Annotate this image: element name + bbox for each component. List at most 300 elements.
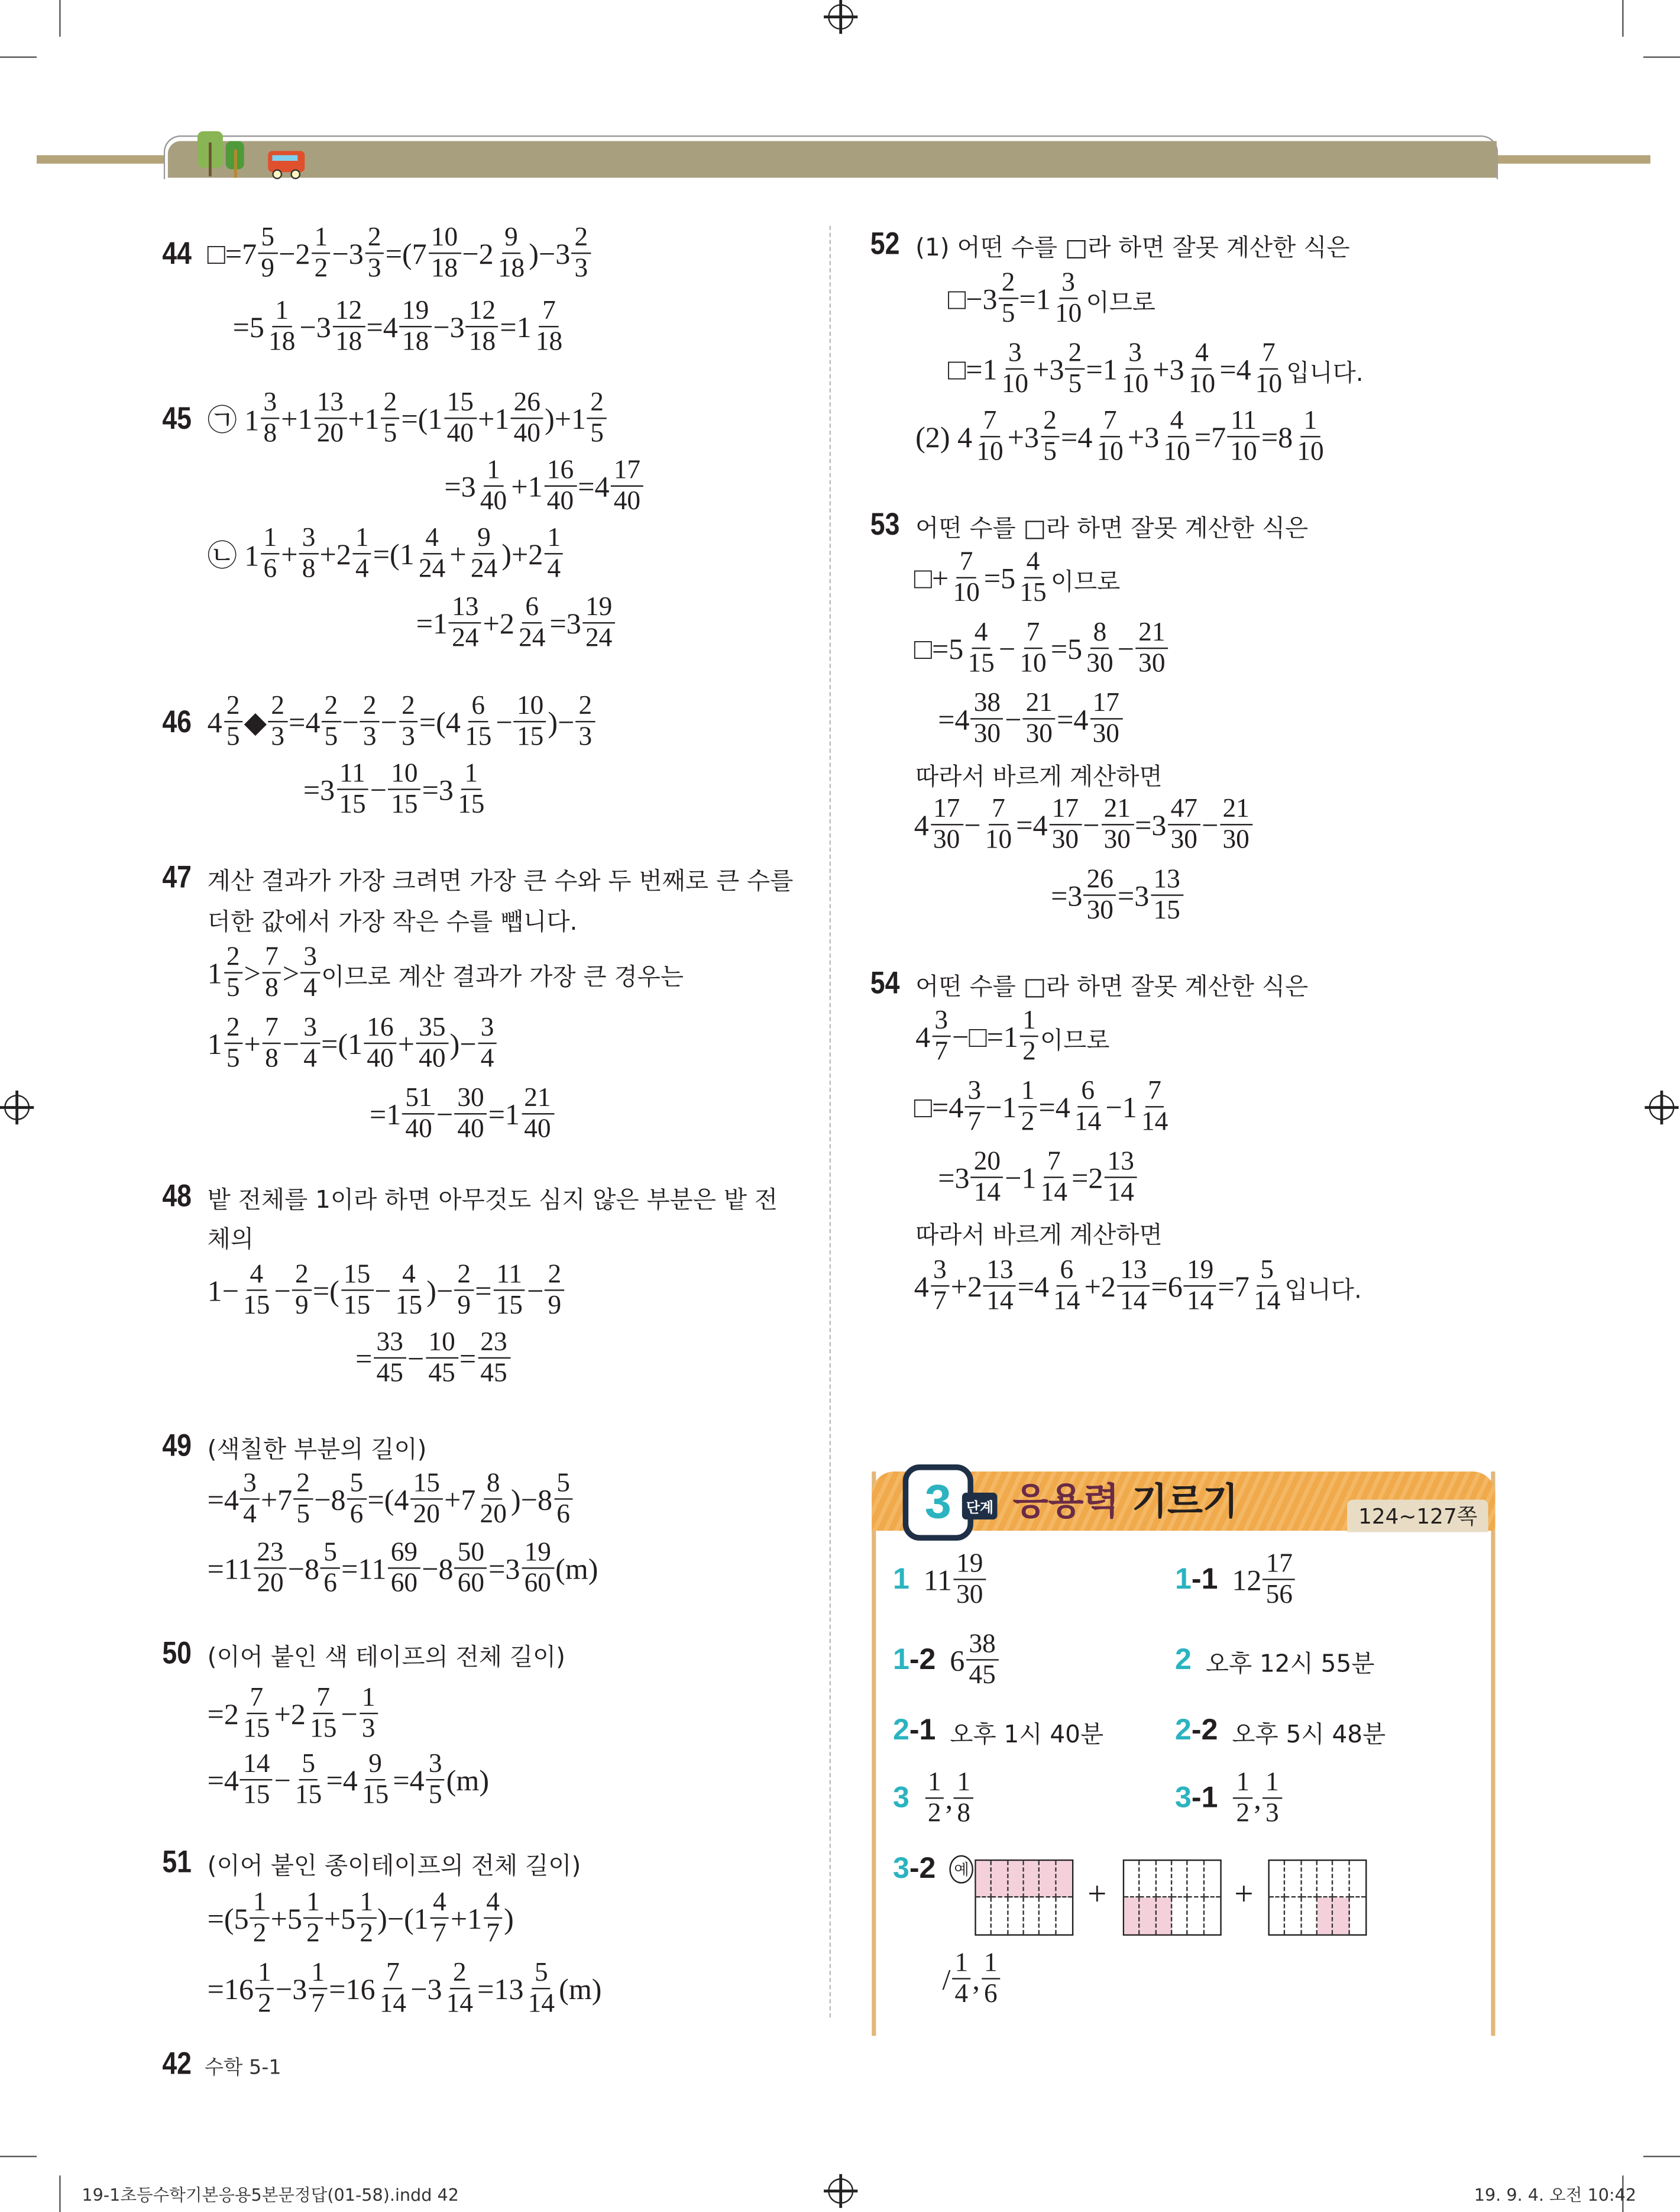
denominator: 15 bbox=[1019, 578, 1047, 609]
numerator: 17 bbox=[1090, 690, 1122, 719]
denominator: 14 bbox=[379, 1989, 407, 2019]
numerator: 2 bbox=[399, 693, 417, 722]
text: 어떤 수를 □라 하면 잘못 계산한 식은 bbox=[915, 972, 1309, 1001]
denominator: 10 bbox=[1255, 369, 1283, 400]
text: − bbox=[998, 631, 1016, 665]
fraction bbox=[1084, 619, 1116, 678]
denominator: 40 bbox=[419, 1044, 446, 1074]
text: +5 bbox=[323, 1901, 356, 1935]
text: =(7 bbox=[385, 236, 427, 270]
denominator: 45 bbox=[376, 1359, 403, 1389]
fraction bbox=[462, 693, 494, 752]
text: − bbox=[1202, 807, 1219, 842]
problem-number: 48 bbox=[162, 1178, 192, 1214]
step-badge: 3 bbox=[903, 1464, 973, 1541]
numerator: 9 bbox=[501, 224, 520, 254]
fraction bbox=[493, 1262, 526, 1321]
text: )−(1 bbox=[377, 1901, 429, 1935]
fraction bbox=[240, 1751, 273, 1810]
fraction bbox=[430, 1889, 449, 1948]
text: − bbox=[496, 704, 513, 739]
text: −2 bbox=[462, 236, 494, 270]
text: − bbox=[964, 807, 981, 842]
text: +1 bbox=[450, 1901, 483, 1935]
print-date: 19. 9. 4. 오전 10:42 bbox=[1474, 2185, 1637, 2205]
fraction bbox=[261, 525, 280, 584]
denominator: 5 bbox=[1068, 369, 1082, 400]
denominator: 40 bbox=[613, 486, 641, 517]
text: −□=1 bbox=[952, 1019, 1018, 1053]
text: =11 bbox=[341, 1551, 387, 1585]
text: − bbox=[1083, 807, 1100, 842]
numerator: 4 bbox=[430, 1889, 449, 1919]
fraction bbox=[478, 1329, 510, 1388]
fraction bbox=[268, 693, 287, 752]
section-title-a: 응용력 bbox=[1012, 1481, 1119, 1524]
math-line bbox=[370, 1079, 555, 1150]
denominator: 15 bbox=[967, 649, 995, 679]
numerator: 15 bbox=[341, 1262, 373, 1291]
text: =(4 bbox=[367, 1482, 409, 1516]
denominator: 3 bbox=[361, 1714, 376, 1744]
text: 오후 12시 55분 bbox=[1205, 1650, 1375, 1679]
text: =4 bbox=[1038, 1089, 1070, 1124]
fraction bbox=[332, 297, 365, 357]
shaded-cell bbox=[1056, 1861, 1072, 1897]
math-line bbox=[208, 1256, 566, 1326]
numerator: 2 bbox=[587, 389, 606, 419]
denominator: 24 bbox=[470, 554, 498, 584]
denominator: 30 bbox=[933, 825, 960, 855]
denominator: 5 bbox=[226, 973, 240, 1004]
grid-cell bbox=[1333, 1861, 1349, 1897]
shaded-cell bbox=[1008, 1861, 1024, 1897]
denominator: 14 bbox=[1141, 1107, 1168, 1137]
math-line bbox=[208, 1884, 514, 1954]
fraction bbox=[426, 1329, 458, 1388]
denominator: 2 bbox=[314, 254, 328, 284]
numerator: 19 bbox=[1184, 1257, 1216, 1286]
text: +2 bbox=[274, 1696, 306, 1731]
numerator: 7 bbox=[383, 1959, 402, 1989]
denominator: 15 bbox=[496, 1291, 523, 1321]
numerator: 1 bbox=[954, 1769, 973, 1799]
denominator: 10 bbox=[1019, 649, 1047, 679]
shaded-cell bbox=[1024, 1861, 1040, 1897]
grid-cell bbox=[992, 1897, 1008, 1934]
fraction bbox=[426, 1751, 445, 1810]
numerator: 3 bbox=[930, 1257, 949, 1286]
fraction bbox=[974, 408, 1006, 467]
denominator: 5 bbox=[1001, 299, 1015, 329]
registration-mark-icon bbox=[4, 1095, 30, 1120]
denominator: 5 bbox=[1043, 437, 1057, 467]
text: = bbox=[475, 1273, 492, 1308]
grid-cell bbox=[1172, 1897, 1188, 1934]
text: +1 bbox=[348, 401, 380, 435]
numerator: 2 bbox=[450, 1959, 469, 1989]
text: =16 bbox=[329, 1971, 376, 2006]
numerator: 33 bbox=[374, 1329, 406, 1359]
denominator: 3 bbox=[367, 254, 381, 284]
section-title bbox=[1013, 1473, 1238, 1525]
denominator: 5 bbox=[324, 722, 338, 752]
numerator: 1 bbox=[462, 761, 481, 790]
text: − bbox=[274, 1273, 291, 1308]
math-line bbox=[355, 1324, 512, 1394]
fraction bbox=[261, 389, 280, 448]
text: + bbox=[449, 536, 467, 571]
numerator: 3 bbox=[478, 1014, 497, 1044]
text: =( bbox=[312, 1273, 339, 1308]
numerator: 14 bbox=[240, 1751, 273, 1780]
fraction bbox=[932, 1007, 951, 1066]
shaded-cell bbox=[992, 1861, 1008, 1897]
denominator: 15 bbox=[243, 1291, 270, 1321]
fraction bbox=[952, 1950, 971, 2009]
fraction bbox=[374, 1329, 406, 1388]
numerator: 3 bbox=[426, 1751, 445, 1780]
answer-item bbox=[893, 1764, 975, 1834]
numerator: 3 bbox=[240, 1470, 259, 1500]
page-range: 124~127쪽 bbox=[1347, 1500, 1488, 1532]
grid-cell bbox=[1056, 1897, 1072, 1934]
math-line bbox=[416, 588, 617, 659]
answer-label-sub: -2 bbox=[909, 1643, 936, 1676]
text: =4 bbox=[393, 1763, 425, 1797]
text: − bbox=[342, 704, 359, 739]
text: =3 bbox=[444, 469, 476, 503]
text: (m) bbox=[446, 1763, 490, 1797]
denominator: 18 bbox=[402, 327, 429, 357]
fraction bbox=[416, 1014, 448, 1073]
denominator: 5 bbox=[296, 1499, 310, 1529]
text: 4 bbox=[914, 1269, 929, 1303]
answer-label bbox=[1175, 1782, 1218, 1816]
numerator: 3 bbox=[1005, 340, 1024, 370]
fraction bbox=[301, 1014, 320, 1073]
numerator: 1 bbox=[1234, 1769, 1252, 1799]
numerator: 19 bbox=[582, 594, 615, 623]
grid-cell bbox=[1124, 1861, 1140, 1897]
text: =2 bbox=[207, 1696, 239, 1731]
text: −3 bbox=[410, 1971, 442, 2006]
numerator: 4 bbox=[484, 1889, 503, 1919]
math-line bbox=[942, 1944, 1001, 2014]
numerator: 30 bbox=[455, 1085, 487, 1114]
fraction bbox=[455, 761, 487, 820]
text: − bbox=[527, 1273, 544, 1308]
crop-mark bbox=[0, 2156, 37, 2157]
denominator: 7 bbox=[311, 1989, 325, 2019]
numerator: 1 bbox=[1263, 1769, 1281, 1799]
fraction bbox=[1084, 866, 1116, 926]
fraction bbox=[511, 389, 543, 448]
math-line bbox=[208, 938, 684, 1008]
text: −8 bbox=[314, 1482, 346, 1516]
fraction bbox=[301, 944, 320, 1003]
denominator: 6 bbox=[263, 554, 277, 584]
fraction bbox=[255, 1959, 274, 2019]
fraction bbox=[999, 340, 1031, 399]
numerator: 7 bbox=[1259, 340, 1278, 370]
numerator: 38 bbox=[971, 690, 1004, 719]
shaded-cell bbox=[1333, 1897, 1349, 1934]
numerator: 2 bbox=[455, 1262, 474, 1291]
fraction bbox=[466, 297, 499, 357]
numerator: 1 bbox=[1018, 1078, 1037, 1107]
numerator: 2 bbox=[381, 389, 400, 419]
text: (m) bbox=[559, 1971, 602, 2006]
denominator: 2 bbox=[927, 1799, 941, 1829]
numerator: 4 bbox=[972, 619, 990, 649]
tree-icon bbox=[198, 131, 226, 176]
plus-sign: + bbox=[1087, 1876, 1107, 1913]
fraction bbox=[925, 1769, 944, 1828]
text: ◆ bbox=[244, 704, 267, 739]
text: − bbox=[282, 1026, 300, 1060]
denominator: 8 bbox=[957, 1799, 971, 1829]
numerator: 1 bbox=[357, 1889, 376, 1919]
fraction bbox=[1019, 1007, 1038, 1066]
denominator: 8 bbox=[302, 554, 316, 584]
denominator: 40 bbox=[513, 419, 540, 449]
denominator: 10 bbox=[1121, 369, 1149, 400]
fraction bbox=[359, 1751, 391, 1810]
fraction bbox=[364, 1014, 397, 1073]
numerator: 21 bbox=[1101, 795, 1134, 825]
grid-cell bbox=[1140, 1861, 1156, 1897]
numerator: 13 bbox=[983, 1257, 1016, 1286]
answer-label-main: 3 bbox=[892, 1852, 909, 1885]
crop-mark bbox=[1622, 0, 1623, 37]
fraction bbox=[514, 693, 546, 752]
fraction bbox=[1066, 340, 1085, 399]
crop-mark bbox=[59, 2175, 60, 2212]
text: −1 bbox=[1105, 1089, 1137, 1124]
text: 오후 5시 48분 bbox=[1232, 1720, 1386, 1749]
text: □=7 bbox=[207, 236, 257, 270]
text: =4 bbox=[578, 469, 610, 503]
answer-label bbox=[893, 1644, 936, 1677]
numerator: 19 bbox=[399, 297, 432, 327]
fraction bbox=[468, 525, 500, 584]
text: −8 bbox=[287, 1551, 320, 1585]
denominator: 30 bbox=[956, 1580, 983, 1610]
numerator: 13 bbox=[1151, 866, 1183, 896]
subject-label: 수학 5-1 bbox=[204, 2056, 281, 2080]
denominator: 2 bbox=[1021, 1107, 1035, 1137]
denominator: 30 bbox=[1092, 719, 1119, 749]
fraction bbox=[444, 1959, 476, 2019]
text: =16 bbox=[207, 1971, 254, 2006]
problem-number: 46 bbox=[162, 704, 192, 739]
text: = bbox=[459, 1341, 477, 1375]
fraction bbox=[1251, 1257, 1283, 1316]
text: − bbox=[407, 1341, 425, 1375]
denominator: 9 bbox=[294, 1291, 309, 1321]
denominator: 7 bbox=[486, 1919, 500, 1949]
math-line bbox=[208, 1009, 499, 1079]
numerator: 6 bbox=[469, 693, 488, 722]
numerator: 1 bbox=[273, 297, 292, 327]
denominator: 9 bbox=[261, 254, 275, 284]
denominator: 6 bbox=[349, 1499, 364, 1529]
denominator: 18 bbox=[468, 327, 496, 357]
fraction bbox=[341, 1262, 373, 1321]
numerator: 7 bbox=[262, 944, 281, 974]
fraction bbox=[240, 1684, 273, 1744]
denominator: 3 bbox=[578, 722, 593, 752]
shaded-cell bbox=[1040, 1861, 1056, 1897]
fraction bbox=[587, 389, 606, 448]
text: − bbox=[436, 1097, 454, 1131]
text: / bbox=[942, 1961, 951, 1996]
numerator: 6 bbox=[1079, 1078, 1098, 1107]
text: − bbox=[1005, 701, 1022, 736]
numerator: 4 bbox=[423, 525, 442, 554]
text: 6 bbox=[950, 1642, 965, 1677]
numerator: 7 bbox=[314, 1684, 333, 1714]
grid-cell bbox=[1204, 1897, 1220, 1934]
math-line bbox=[303, 755, 489, 825]
numerator: 47 bbox=[1168, 795, 1200, 825]
answer-label-sub: -1 bbox=[909, 1714, 936, 1747]
numerator: 7 bbox=[1100, 408, 1119, 437]
denominator: 10 bbox=[976, 437, 1004, 467]
numerator: 5 bbox=[258, 224, 277, 254]
numerator: 11 bbox=[336, 761, 368, 790]
fraction bbox=[545, 525, 564, 584]
text: +1 bbox=[281, 401, 313, 435]
denominator: 9 bbox=[548, 1291, 562, 1321]
answer-item bbox=[893, 1545, 988, 1615]
denominator: 10 bbox=[1096, 437, 1124, 467]
text: −3 bbox=[299, 309, 331, 344]
text: 어떤 수를 □라 하면 잘못 계산한 식은 bbox=[915, 514, 1309, 543]
numerator: 19 bbox=[522, 1539, 554, 1569]
numerator: 13 bbox=[449, 594, 481, 623]
text: , bbox=[1254, 1781, 1261, 1815]
fraction bbox=[1052, 270, 1085, 329]
answer-label bbox=[893, 1782, 909, 1816]
denominator: 24 bbox=[418, 554, 446, 584]
text: −3 bbox=[332, 236, 364, 270]
denominator: 14 bbox=[1040, 1178, 1068, 1208]
fraction bbox=[576, 693, 595, 752]
fraction bbox=[388, 761, 420, 820]
text: =4 bbox=[1219, 352, 1251, 386]
math-line bbox=[208, 1679, 380, 1749]
denominator: 15 bbox=[516, 722, 544, 752]
numerator: 2 bbox=[365, 224, 384, 254]
numerator: 5 bbox=[553, 1470, 572, 1500]
denominator: 60 bbox=[524, 1569, 551, 1599]
shaded-cell bbox=[1156, 1897, 1172, 1934]
numerator: 8 bbox=[1090, 619, 1109, 649]
denominator: 15 bbox=[294, 1780, 322, 1810]
numerator: 6 bbox=[523, 594, 542, 623]
grid-cell bbox=[1349, 1897, 1365, 1934]
text: > bbox=[244, 956, 261, 990]
page-number: 42 bbox=[162, 2045, 192, 2081]
fraction bbox=[1135, 619, 1168, 678]
fraction bbox=[1017, 619, 1050, 678]
text: =4 bbox=[366, 309, 398, 344]
tree-icon bbox=[226, 141, 245, 178]
problem-number: 45 bbox=[162, 400, 192, 436]
text: =4 bbox=[326, 1763, 358, 1797]
numerator: 2 bbox=[999, 270, 1018, 299]
numerator: 5 bbox=[1258, 1257, 1277, 1286]
numerator: 26 bbox=[511, 389, 543, 419]
text: + bbox=[397, 1026, 415, 1060]
grid-cell bbox=[1204, 1861, 1220, 1897]
fraction bbox=[381, 389, 400, 448]
denominator: 3 bbox=[402, 722, 415, 752]
numerator: 3 bbox=[932, 1007, 951, 1037]
fraction bbox=[1017, 549, 1050, 608]
text: =1 bbox=[416, 606, 448, 640]
denominator: 14 bbox=[446, 1989, 474, 2019]
answer-label bbox=[893, 1852, 936, 1886]
denominator: 15 bbox=[395, 1291, 423, 1321]
math-line bbox=[914, 543, 1121, 613]
text: )+2 bbox=[501, 536, 543, 571]
fraction bbox=[262, 944, 281, 1003]
header-tab bbox=[168, 141, 1497, 178]
text: )−8 bbox=[511, 1482, 553, 1516]
numerator: 7 bbox=[1145, 1078, 1164, 1107]
denominator: 7 bbox=[433, 1919, 446, 1949]
numerator: 20 bbox=[971, 1149, 1004, 1178]
text: □=5 bbox=[914, 631, 964, 665]
text: +5 bbox=[270, 1901, 302, 1935]
text: □=1 bbox=[947, 352, 998, 386]
text: 1 bbox=[207, 956, 222, 990]
numerator: 11 bbox=[1228, 408, 1259, 437]
text: −3 bbox=[433, 309, 465, 344]
text: =1 bbox=[1086, 352, 1118, 386]
numerator: 35 bbox=[416, 1014, 448, 1044]
numerator: 21 bbox=[1135, 619, 1168, 649]
math-line bbox=[208, 1954, 602, 2025]
fraction bbox=[484, 1889, 503, 1948]
denominator: 40 bbox=[446, 419, 474, 449]
text: 입니다. bbox=[1284, 1276, 1362, 1305]
fraction bbox=[388, 1539, 420, 1598]
text: =3 bbox=[938, 1160, 970, 1195]
grid-cell bbox=[1188, 1861, 1204, 1897]
fraction bbox=[416, 525, 448, 584]
math-line bbox=[208, 1745, 489, 1816]
text: 이므로 계산 결과가 가장 큰 경우는 bbox=[321, 963, 684, 991]
denominator: 15 bbox=[458, 790, 485, 820]
denominator: 5 bbox=[226, 1044, 240, 1074]
fraction bbox=[254, 1539, 287, 1598]
numerator: 1 bbox=[255, 1959, 274, 1989]
fraction bbox=[321, 1539, 339, 1598]
denominator: 20 bbox=[480, 1499, 507, 1529]
denominator: 15 bbox=[391, 790, 418, 820]
fraction bbox=[930, 1257, 949, 1316]
shaded-cell bbox=[976, 1861, 992, 1897]
fraction bbox=[224, 944, 242, 1003]
numerator: 19 bbox=[953, 1551, 986, 1580]
fraction bbox=[477, 457, 510, 516]
fraction bbox=[309, 1959, 328, 2019]
grid-cell bbox=[1156, 1861, 1172, 1897]
